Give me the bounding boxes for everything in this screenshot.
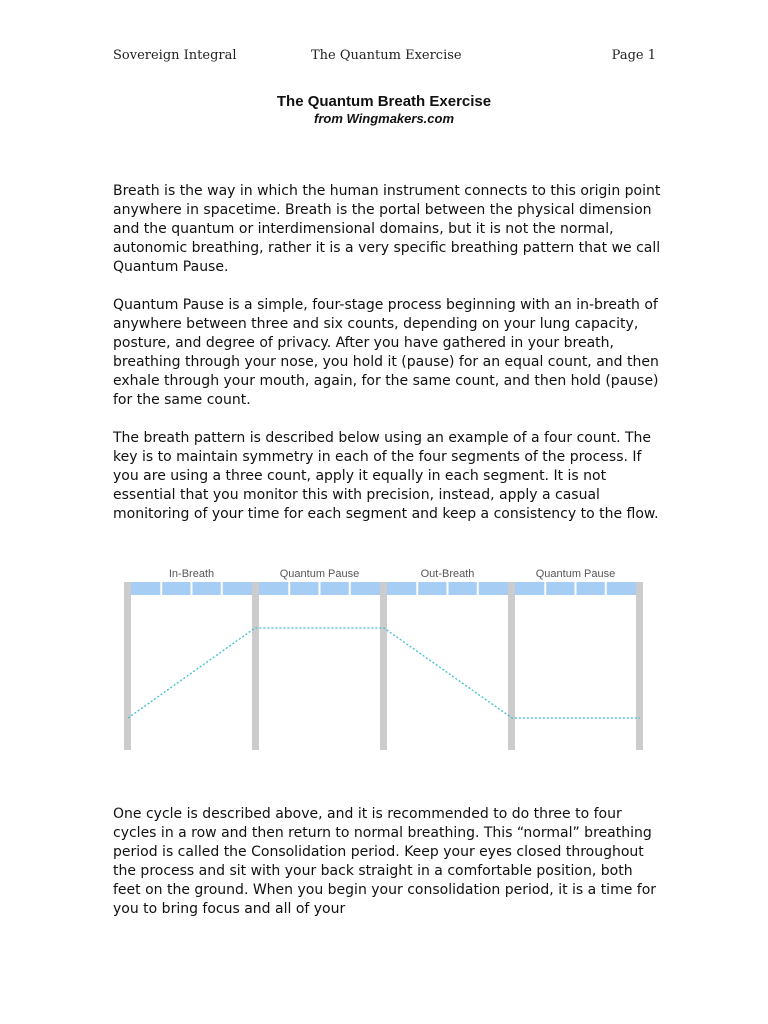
count-divider	[349, 582, 351, 595]
segment-post	[252, 582, 259, 750]
count-divider	[160, 582, 162, 595]
segment-post	[380, 582, 387, 750]
count-divider	[544, 582, 546, 595]
paragraph-breath-pattern: The breath pattern is described below using an example of a four count. The key is to maintain symmetry in each of the four segments of the process. If you are using a three count, apply it equally in each segment. It is not essential that you monitor this with precision, instead, apply a casual monitoring of your time for each segment and keep a consistency to the flow.	[113, 430, 659, 522]
count-divider	[319, 582, 321, 595]
count-divider	[288, 582, 290, 595]
header-center: The Quantum Exercise	[311, 48, 462, 63]
count-divider	[447, 582, 449, 595]
segment-label: In-Breath	[168, 568, 215, 580]
header-left: Sovereign Integral	[113, 48, 237, 63]
count-divider	[575, 582, 577, 595]
header-page-number: Page 1	[611, 48, 656, 63]
paragraph-breath-intro: Breath is the way in which the human instrument connects to this origin point anywhere in spacetime. Breath is the portal between the physical dimension and the quantum or interdimensional domains, but it is not the normal, autonomic breathing, rather it is a very specific breathing pattern that we call Quantum Pause.	[113, 183, 661, 275]
count-divider	[477, 582, 479, 595]
count-divider	[605, 582, 607, 595]
segment-post	[508, 582, 515, 750]
document-title: The Quantum Breath Exercise	[276, 93, 492, 110]
segment-label: Quantum Pause	[279, 568, 360, 580]
count-divider	[191, 582, 193, 595]
document-subtitle: from Wingmakers.com	[313, 111, 455, 126]
paragraph-cycle-description: One cycle is described above, and it is recommended to do three to four cycles in a row and then return to normal breathing. This “normal” breathing period is called the Consolidation period. Keep your eyes closed throughout the process and sit with your back straight in a comfortable position, both feet on the ground. When you begin your consolidation period, it is a time for you to bring focus and all of your	[113, 806, 657, 917]
segment-post	[124, 582, 131, 750]
count-divider	[221, 582, 223, 595]
segment-label: Quantum Pause	[535, 568, 616, 580]
segment-post	[636, 582, 643, 750]
segment-label: Out-Breath	[420, 568, 475, 580]
count-divider	[416, 582, 418, 595]
paragraph-quantum-pause: Quantum Pause is a simple, four-stage process beginning with an in-breath of anywhere between three and six counts, depending on your lung capacity, posture, and degree of privacy. After you have gathered in your breath, breathing through your nose, you hold it (pause) for an equal count, and then exhale through your mouth, again, for the same count, and then hold (pause) for the same count.	[113, 297, 659, 408]
